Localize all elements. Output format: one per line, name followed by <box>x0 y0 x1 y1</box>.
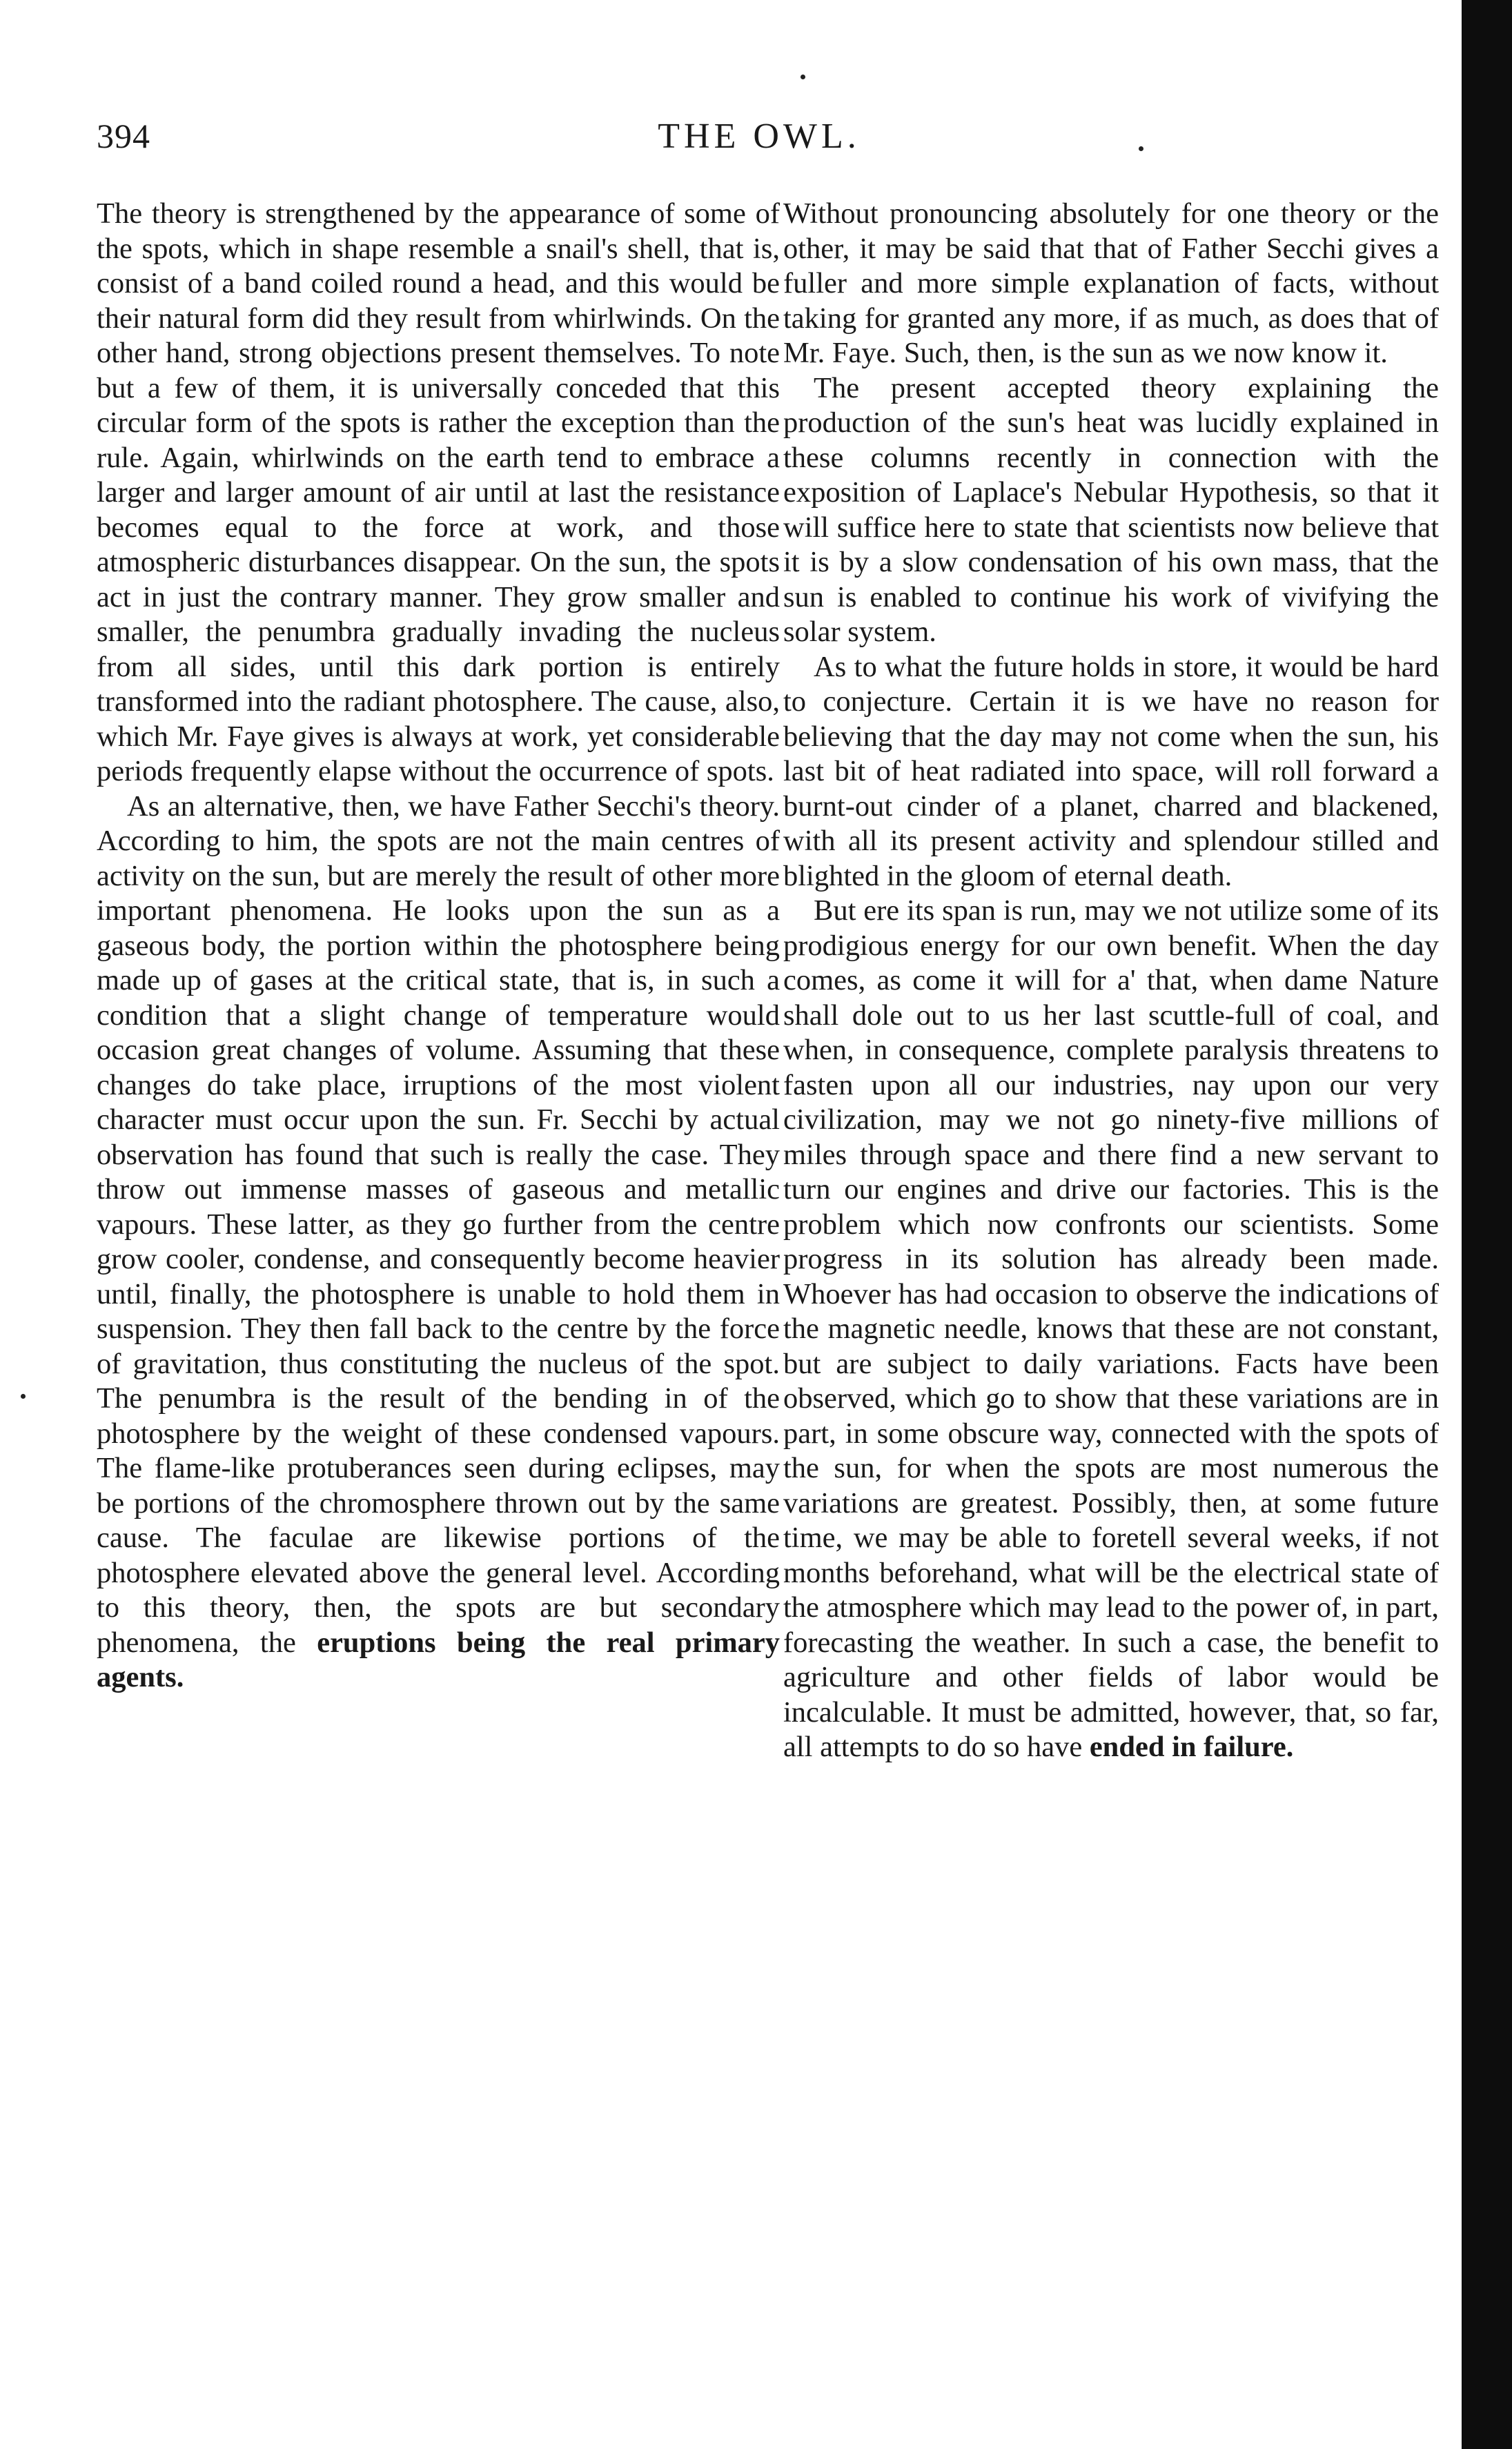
ink-speck <box>801 75 805 79</box>
paragraph-text: But ere its span is run, may we not utilize some of its prodigious energy for our own benefit. When the day comes, as come it will for a' that, when dame Nature shall dole out to us her last scuttle-full of coal, and when, in consequence, complete paralysis threatens to fasten upon all our industries, nay upon our very civilization, may we not go ninety-five millions of miles through space and there find a new servant to turn our engines and drive our factories. This is the problem which now confronts our scientists. Some progress in its solution has already been made. Whoever has had occasion to observe the indications of the magnetic needle, knows that these are not constant, but are subject to daily variations. Facts have been observed, which go to show that these variations are in part, in some obscure way, connected with the spots of the sun, for when the spots are most numerous the variations are greatest. Possibly, then, at some future time, we may be able to foretell several weeks, if not months beforehand, what will be the electrical state of the atmosphere which may lead to the power of, in part, forecasting the weather. In such a case, the benefit to agriculture and other fields of labor would be incalculable. It must be admitted, however, that, so far, all attempts to do so have <box>783 894 1439 1763</box>
left-column <box>97 197 780 1695</box>
paragraph <box>783 894 1439 1765</box>
page-number: 394 <box>97 117 150 155</box>
paragraph <box>783 650 1439 894</box>
right-column <box>783 197 1439 1765</box>
paragraph <box>97 789 780 1695</box>
page-header <box>97 116 1422 171</box>
paragraph-text: Without pronouncing absolutely for one theory or the other, it may be said that that of Father Secchi gives a fuller and more simple explanation of facts, without taking for granted any more, if as much, as does that of Mr. Faye. Such, then, is the sun as we now know it. <box>783 197 1439 369</box>
paragraph-text: The present accepted theory explaining the production of the sun's heat was lucidly explained in these columns recently in connection with the exposition of Laplace's Nebular Hypothesis, so that it will suffice here to state that scientists now believe that it is by a slow condensation of his own mass, that the sun is enabled to continue his work of vivifying the solar system. <box>783 371 1439 648</box>
page-edge-shadow <box>1462 0 1512 2449</box>
paragraph <box>783 371 1439 650</box>
paragraph-text: As to what the future holds in store, it would be hard to conjecture. Certain it is we have no reason for believing that the day may not come when the sun, his last bit of heat radiated into space, will roll forward a burnt-out cinder of a planet, charred and blackened, with all its present activity and splendour stilled and blighted in the gloom of eternal death. <box>783 650 1439 892</box>
paragraph-text: As an alternative, then, we have Father Secchi's theory. According to him, the spots are not the main centres of activity on the sun, but are merely the result of other more important phenomena. He looks upon the sun as a gaseous body, the portion within the photosphere being made up of gases at the critical state, that is, in such a condition that a slight change of temperature would occasion great changes of volume. Assuming that these changes do take place, irruptions of the most violent character must occur upon the sun. Fr. Secchi by actual observation has found that such is really the case. They throw out immense masses of gaseous and metallic vapours. These latter, as they go further from the centre grow cooler, condense, and consequently become heavier until, finally, the photosphere is unable to hold them in suspension. They then fall back to the centre by the force of gravitation, thus constituting the nucleus of the spot. The penumbra is the result of the bending in of the photosphere by the weight of these condensed vapours. The flame-like protuberances seen during eclipses, may be portions of the chromosphere thrown out by the same cause. The faculae are likewise portions of the photosphere elevated above the general level. According to this theory, then, the spots are but secondary phenomena, the <box>97 789 780 1659</box>
paragraph <box>783 197 1439 371</box>
running-title: THE OWL. <box>658 117 861 156</box>
ink-speck <box>21 1394 26 1399</box>
paragraph-bold-ending: ended in failure. <box>1089 1731 1294 1763</box>
paragraph-text: The theory is strengthened by the appearance of some of the spots, which in shape resemble a snail's shell, that is, consist of a band coiled round a head, and this would be their natural form did they result from whirlwinds. On the other hand, strong objections present themselves. To note but a few of them, it is universally conceded that this circular form of the spots is rather the exception than the rule. Again, whirlwinds on the earth tend to embrace a larger and larger amount of air until at last the resistance becomes equal to the force at work, and those atmospheric disturbances disappear. On the sun, the spots act in just the contrary manner. They grow smaller and smaller, the penumbra gradually invading the nucleus from all sides, until this dark portion is entirely transformed into the radiant photosphere. The cause, also, which Mr. Faye gives is always at work, yet considerable periods frequently elapse without the occurrence of spots. <box>97 197 780 787</box>
paragraph <box>97 197 780 789</box>
paragraph-bold-ending: eruptions being the real primary agents. <box>97 1626 780 1693</box>
